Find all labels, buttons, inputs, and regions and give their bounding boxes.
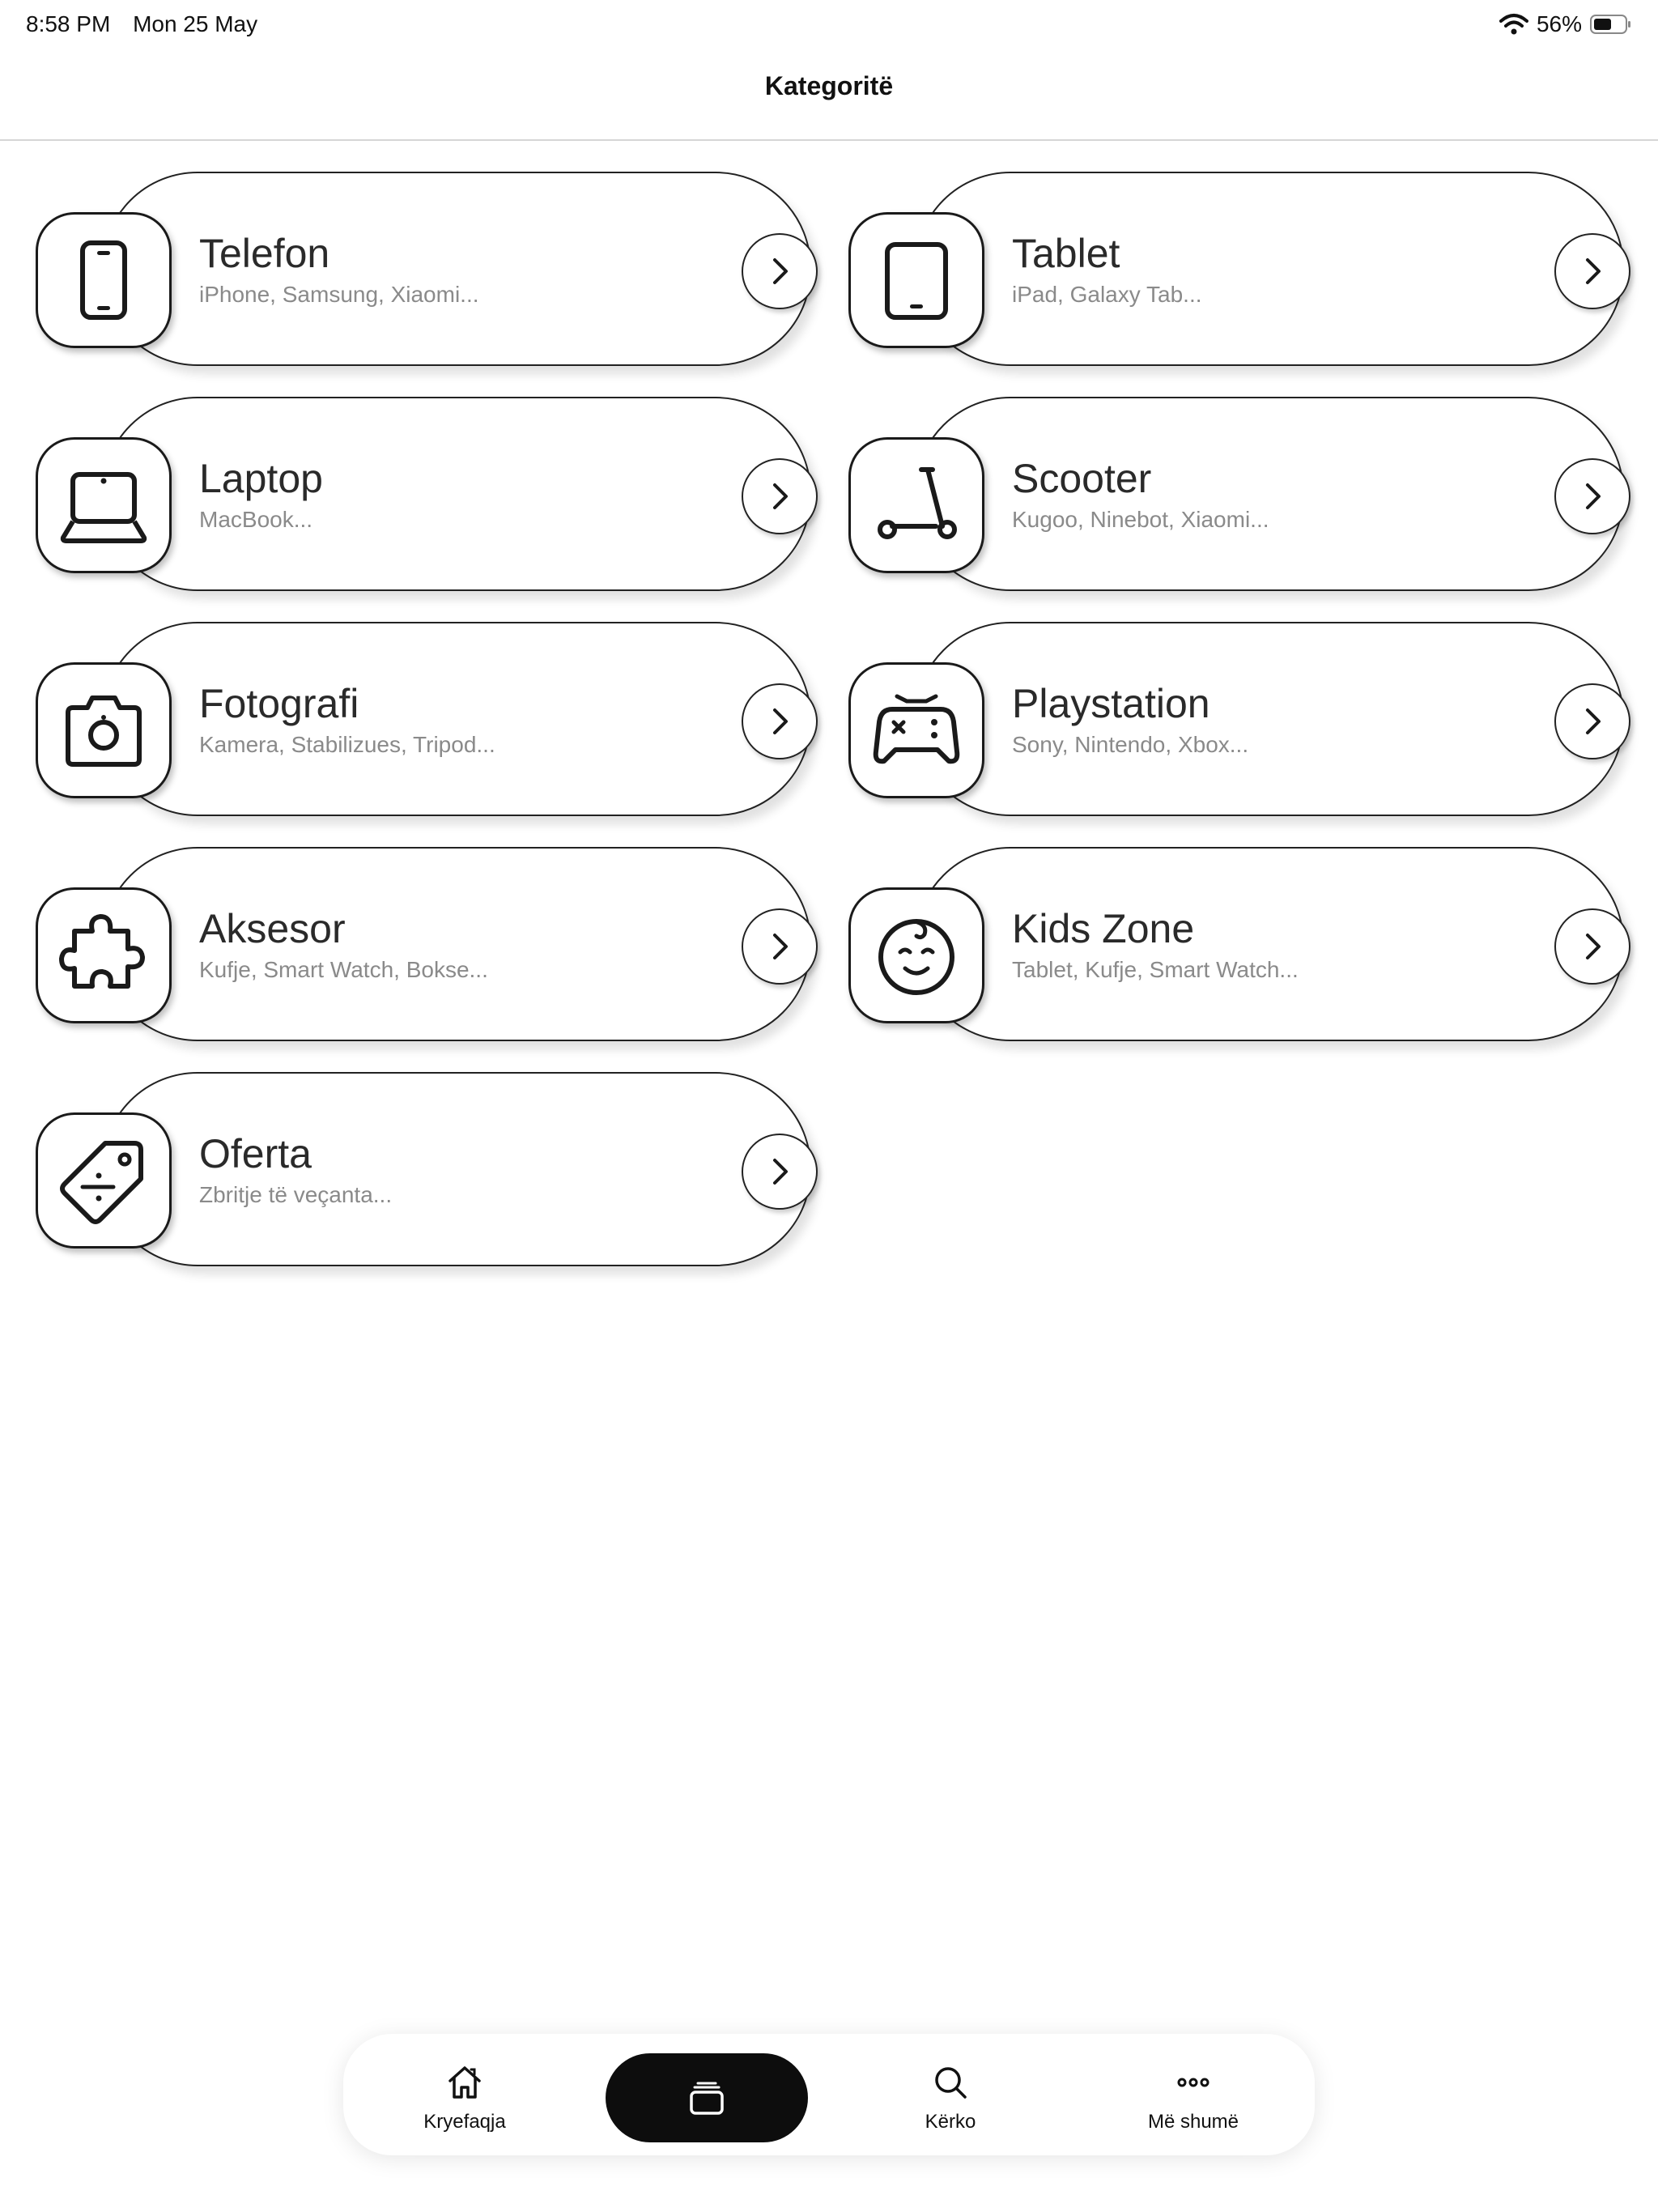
card-icon-frame	[848, 887, 984, 1023]
chevron-right-button[interactable]	[742, 233, 818, 309]
chevron-right-icon	[1575, 704, 1610, 739]
category-title: Telefon	[199, 231, 330, 276]
battery-percent: 56%	[1536, 11, 1582, 36]
category-card-laptop[interactable]	[29, 397, 823, 591]
card-icon-frame	[36, 887, 172, 1023]
category-subtitle: MacBook...	[199, 507, 313, 532]
card-icon-frame	[848, 437, 984, 573]
tab-home-label: Kryefaqja	[423, 2111, 506, 2133]
camera-icon	[55, 682, 152, 779]
category-title: Playstation	[1012, 681, 1210, 726]
category-card-oferta[interactable]	[29, 1072, 823, 1266]
chevron-right-icon	[762, 253, 797, 289]
category-card-kids-zone[interactable]	[842, 847, 1635, 1041]
category-subtitle: Kufje, Smart Watch, Bokse...	[199, 957, 488, 982]
chevron-right-icon	[762, 704, 797, 739]
chevron-right-button[interactable]	[1554, 233, 1630, 309]
tab-more[interactable]	[1072, 2034, 1315, 2155]
category-card-playstation[interactable]	[842, 622, 1635, 816]
category-card-tablet[interactable]	[842, 172, 1635, 366]
card-icon-frame	[848, 662, 984, 798]
category-title: Kids Zone	[1012, 906, 1195, 951]
category-card-fotografi[interactable]	[29, 622, 823, 816]
status-bar	[0, 0, 1658, 52]
wifi-icon	[1499, 13, 1528, 36]
card-icon-frame	[36, 437, 172, 573]
card-icon-frame	[36, 1112, 172, 1249]
card-icon-frame	[36, 662, 172, 798]
category-subtitle: Tablet, Kufje, Smart Watch...	[1012, 957, 1299, 982]
battery-icon	[1590, 14, 1632, 35]
category-title: Fotografi	[199, 681, 359, 726]
categories-icon	[685, 2076, 729, 2120]
category-subtitle: Kamera, Stabilizues, Tripod...	[199, 732, 495, 757]
chevron-right-button[interactable]	[1554, 683, 1630, 759]
tab-home[interactable]	[343, 2034, 586, 2155]
tablet-icon	[868, 232, 965, 329]
chevron-right-button[interactable]	[742, 1134, 818, 1210]
baby-face-icon	[868, 907, 965, 1004]
chevron-right-button[interactable]	[1554, 458, 1630, 534]
category-subtitle: Kugoo, Ninebot, Xiaomi...	[1012, 507, 1269, 532]
status-date: Mon 25 May	[133, 11, 258, 36]
chevron-right-icon	[762, 479, 797, 514]
chevron-right-button[interactable]	[742, 683, 818, 759]
category-subtitle: Zbritje të veçanta...	[199, 1182, 393, 1207]
card-icon-frame	[848, 212, 984, 348]
category-title: Scooter	[1012, 456, 1152, 501]
scooter-icon	[868, 457, 965, 554]
category-title: Tablet	[1012, 231, 1120, 276]
chevron-right-icon	[1575, 253, 1610, 289]
tab-search[interactable]	[829, 2034, 1072, 2155]
category-subtitle: iPad, Galaxy Tab...	[1012, 282, 1202, 307]
chevron-right-icon	[1575, 929, 1610, 964]
category-title: Oferta	[199, 1131, 312, 1176]
status-time-date	[26, 11, 274, 37]
chevron-right-icon	[1575, 479, 1610, 514]
phone-icon	[55, 232, 152, 329]
gamepad-icon	[868, 682, 965, 779]
category-title: Laptop	[199, 456, 323, 501]
chevron-right-icon	[762, 1154, 797, 1189]
category-card-telefon[interactable]	[29, 172, 823, 366]
category-subtitle: Sony, Nintendo, Xbox...	[1012, 732, 1249, 757]
card-icon-frame	[36, 212, 172, 348]
status-time: 8:58 PM	[26, 11, 111, 36]
tab-more-label: Më shumë	[1147, 2111, 1239, 2133]
home-icon	[445, 2063, 484, 2102]
puzzle-icon	[55, 907, 152, 1004]
search-icon	[931, 2063, 970, 2102]
category-card-scooter[interactable]	[842, 397, 1635, 591]
status-indicators	[1499, 11, 1632, 37]
chevron-right-button[interactable]	[742, 908, 818, 985]
tab-search-label: Kërko	[925, 2111, 976, 2133]
chevron-right-button[interactable]	[1554, 908, 1630, 985]
chevron-right-button[interactable]	[742, 458, 818, 534]
tab-bar	[343, 2034, 1315, 2155]
nav-header	[0, 52, 1658, 141]
page-title: Kategoritë	[764, 71, 894, 100]
category-title: Aksesor	[199, 906, 346, 951]
laptop-icon	[55, 457, 152, 554]
chevron-right-icon	[762, 929, 797, 964]
tab-categories[interactable]	[606, 2053, 808, 2142]
category-subtitle: iPhone, Samsung, Xiaomi...	[199, 282, 479, 307]
discount-tag-icon	[55, 1132, 152, 1229]
category-card-aksesor[interactable]	[29, 847, 823, 1041]
more-icon	[1174, 2063, 1213, 2102]
